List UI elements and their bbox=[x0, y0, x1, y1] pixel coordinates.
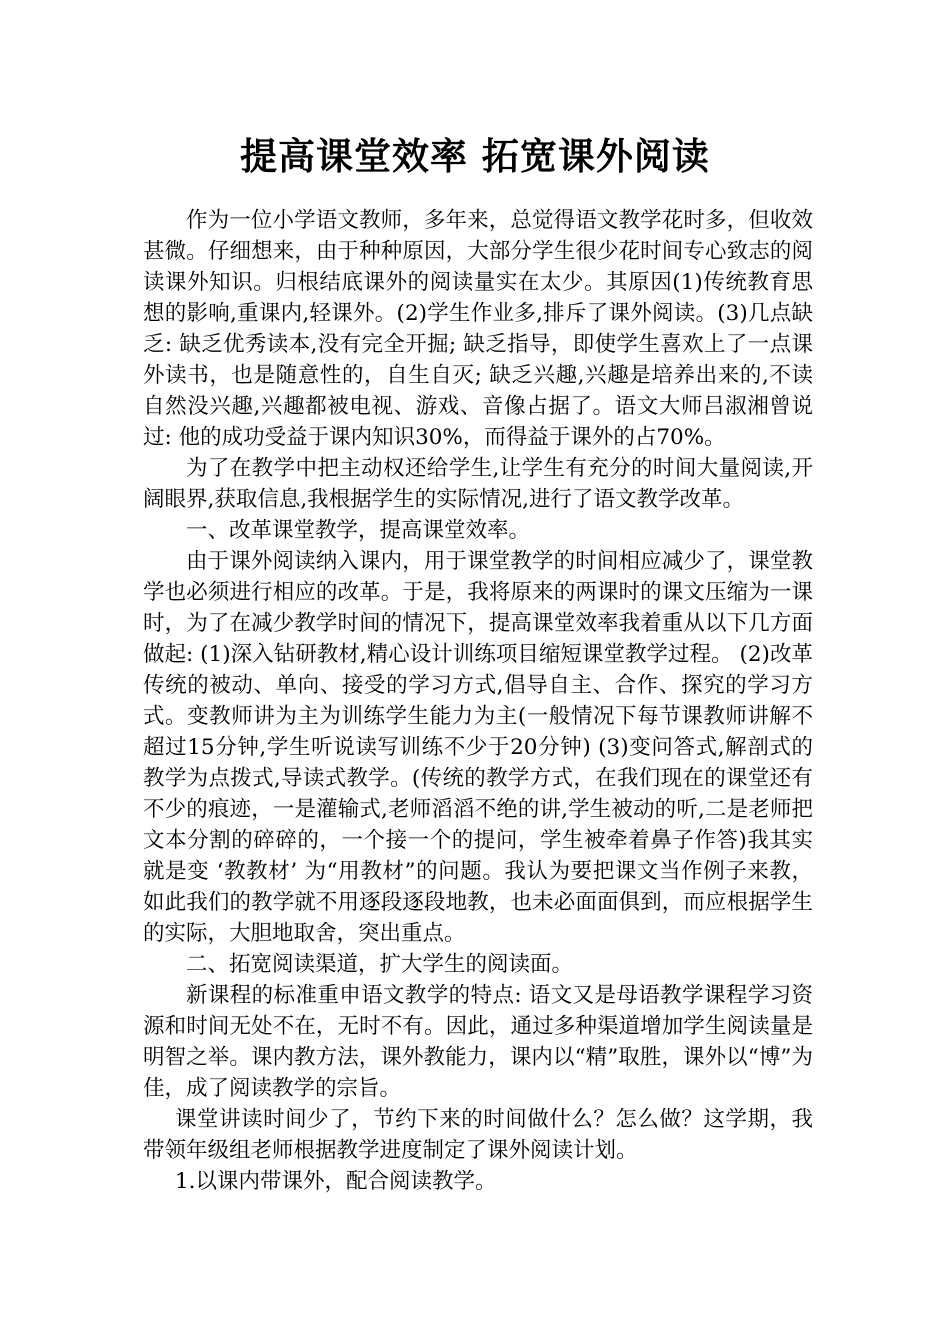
paragraph-reading-plan: 课堂讲读时间少了，节约下来的时间做什么？怎么做？这学期，我带领年级组老师根据教学进度制定了课外阅读计划。 bbox=[143, 1107, 813, 1163]
paragraph-new-curriculum: 新课程的标准重申语文教学的特点: 语文又是母语教学课程学习资源和时间无处不在，无时不有。因此，通过多种渠道增加学生阅读量是明智之举。课内教方法，课外教能力，课内以“精”取胜，课外以“博”为佳，成了阅读教学的宗旨。 bbox=[143, 983, 813, 1101]
document-title: 提高课堂效率 拓宽课外阅读 bbox=[240, 134, 710, 178]
paragraph-classroom-reform: 由于课外阅读纳入课内，用于课堂教学的时间相应减少了，课堂教学也必须进行相应的改革。于是，我将原来的两课时的课文压缩为一课时，为了在减少教学时间的情况下，提高课堂效率我着重从以下几方面做起: (1)深入钻研教材,精心设计训练项目缩短课堂教学过程。 (2)改革传统的被动、单向、接受的学习方式,倡导自主、合作、探究的学习方式。变教师讲为主为训练学生能力为主(一般情况下每节课教师讲解不超过15分钟,学生听说读写训练不少于20分钟) (3)变问答式,解剖式的教学为点拨式,导读式教学。(传统的教学方式，在我们现在的课堂还有不少的痕迹，一是灌输式,老师滔滔不绝的讲,学生被动的听,二是老师把文本分割的碎碎的，一个接一个的提问，学生被牵着鼻子作答)我其实就是变 ‘教教材’ 为“用教材”的问题。我认为要把课文当作例子来教，如此我们的教学就不用逐段逐段地教，也未必面面俱到，而应根据学生的实际，大胆地取舍，突出重点。 bbox=[143, 549, 813, 946]
paragraph-reform-purpose: 为了在教学中把主动权还给学生,让学生有充分的时间大量阅读,开阔眼界,获取信息,我根据学生的实际情况,进行了语文教学改革。 bbox=[143, 456, 813, 512]
list-item-1: 1.以课内带课外，配合阅读教学。 bbox=[175, 1169, 497, 1194]
section-heading-2: 二、拓宽阅读渠道，扩大学生的阅读面。 bbox=[186, 952, 574, 977]
document-body bbox=[143, 205, 813, 1197]
paragraph-intro: 作为一位小学语文教师，多年来，总觉得语文教学花时多，但收效甚微。仔细想来，由于种种原因，大部分学生很少花时间专心致志的阅读课外知识。归根结底课外的阅读量实在太少。其原因(1)传统教育思想的影响,重课内,轻课外。(2)学生作业多,排斥了课外阅读。(3)几点缺乏: 缺乏优秀读本,没有完全开掘; 缺乏指导，即使学生喜欢上了一点课外读书，也是随意性的，自生自灭; 缺乏兴趣,兴趣是培养出来的,不读自然没兴趣,兴趣都被电视、游戏、音像占据了。语文大师吕淑湘曾说过: 他的成功受益于课内知识30%，而得益于课外的占70%。 bbox=[143, 208, 813, 450]
section-heading-1: 一、改革课堂教学，提高课堂效率。 bbox=[186, 518, 531, 543]
